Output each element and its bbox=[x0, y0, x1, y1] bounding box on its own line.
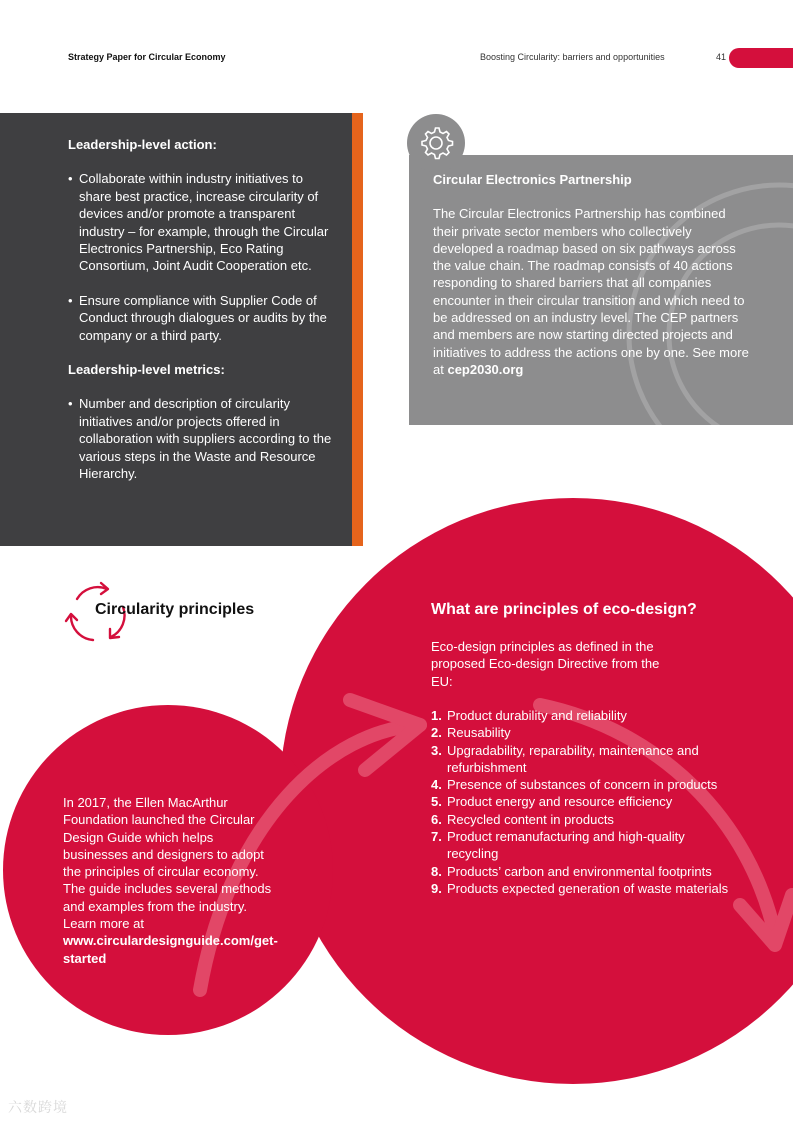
cep-body-text: The Circular Electronics Partnership has combined their private sector members who collectively developed a roadmap based on six pathways across the value chain. The roadmap consists of 40 actions responding to shared barriers that all companies encounter in their circular transition and which need to be addressed on an industry level. The CEP partners and members are now starting directed projects and initiatives to address the actions one by one. See more at bbox=[433, 206, 749, 377]
document-title: Strategy Paper for Circular Economy bbox=[68, 52, 226, 62]
section-title: Boosting Circularity: barriers and opportunities bbox=[480, 52, 665, 62]
list-item: • Ensure compliance with Supplier Code of Conduct through dialogues or audits by the company or a third party. bbox=[68, 292, 338, 344]
cep-link[interactable]: cep2030.org bbox=[447, 361, 524, 377]
list-item: 6. Recycled content in products bbox=[431, 811, 614, 827]
design-guide-body: In 2017, the Ellen MacArthur Foundation launched the Circular Design Guide which helps businesses and designers to adopt the principles of circular economy. The guide includes several methods and examples from the industry. Learn more at bbox=[63, 795, 272, 932]
cep-heading: Circular Electronics Partnership bbox=[433, 172, 632, 187]
eco-design-title: What are principles of eco-design? bbox=[431, 601, 697, 618]
design-guide-link[interactable]: www.circulardesignguide.com/get-started bbox=[63, 933, 278, 966]
eco-design-list bbox=[431, 707, 731, 897]
list-item: 3. Upgradability, reparability, maintenance and refurbishment bbox=[431, 742, 699, 775]
eco-design-intro: Eco-design principles as defined in the proposed Eco-design Directive from the EU: bbox=[431, 639, 660, 689]
list-item: • Number and description of circularity initiatives and/or projects offered in collaboration with suppliers according to the various steps in the Waste and Resource Hierarchy. bbox=[68, 395, 338, 482]
list-item: • Collaborate within industry initiatives to share best practice, increase circularity of devices and/or promote a transparent industry – for example, through the Circular Electronics Partnership, Eco Rating Consortium, Joint Audit Cooperation etc. bbox=[68, 170, 338, 274]
design-guide-text bbox=[63, 794, 278, 967]
circularity-title: Circularity principles bbox=[95, 601, 255, 618]
list-item: 9. Products expected generation of waste materials bbox=[431, 880, 729, 896]
list-item: 5. Product energy and resource efficiency bbox=[431, 794, 673, 810]
list-item: 7. Product remanufacturing and high-quality recycling bbox=[431, 829, 685, 862]
list-item: 2. Reusability bbox=[431, 725, 511, 741]
list-item: 4. Presence of substances of concern in products bbox=[431, 777, 718, 793]
leadership-metrics-heading: Leadership-level metrics: bbox=[68, 362, 225, 378]
list-item: 8. Products’ carbon and environmental footprints bbox=[431, 863, 712, 879]
page-number: 41 bbox=[716, 52, 727, 62]
leadership-action-heading: Leadership-level action: bbox=[68, 137, 217, 152]
list-item: 1. Product durability and reliability bbox=[431, 708, 627, 723]
watermark: 六数跨境 bbox=[8, 1099, 68, 1115]
